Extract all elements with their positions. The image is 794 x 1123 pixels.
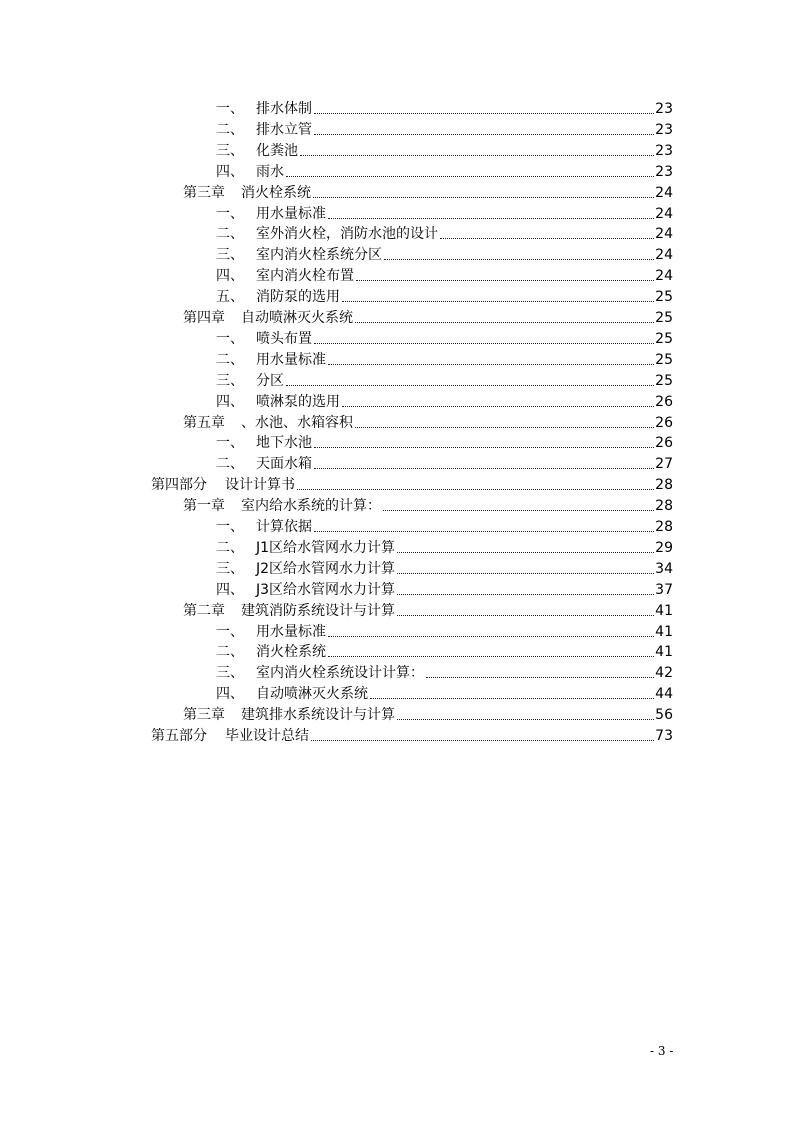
- toc-entry-text: [216, 560, 395, 578]
- toc-page-number: 41: [655, 644, 673, 661]
- toc-page-number: 73: [655, 728, 673, 744]
- toc-entry-text: [216, 100, 312, 118]
- toc-entry-text: [216, 288, 340, 306]
- toc-entry-title: 自动喷淋灭火系统: [241, 310, 353, 326]
- toc-entry-number: 四、: [216, 581, 244, 598]
- toc-page-number: 41: [655, 602, 673, 619]
- toc-entry-title: J2区给水管网水力计算: [256, 560, 396, 577]
- toc-entry[interactable]: [183, 703, 673, 724]
- toc-entry-text: [183, 184, 311, 202]
- toc-entry-number: 一、: [216, 101, 244, 117]
- toc-entry-title: 建筑消防系统设计与计算: [241, 602, 395, 619]
- toc-page-number: 34: [655, 560, 673, 577]
- toc-entry[interactable]: [216, 139, 673, 160]
- toc-entry-number: 第五章: [183, 414, 225, 431]
- toc-entry-text: [183, 309, 353, 327]
- toc-dot-leader: [311, 740, 654, 741]
- toc-entry-text: [183, 497, 381, 515]
- toc-page-number: 25: [655, 330, 673, 347]
- toc-entry-title: 消火栓系统: [256, 644, 326, 661]
- toc-entry-text: [151, 727, 309, 745]
- toc-dot-leader: [314, 113, 654, 114]
- toc-entry-title: 室内消火栓系统设计计算：: [256, 665, 424, 682]
- toc-entry-number: 五、: [216, 289, 244, 306]
- toc-dot-leader: [370, 698, 654, 699]
- toc-dot-leader: [297, 489, 654, 490]
- toc-entry-title: 室内消火栓系统分区: [256, 247, 382, 264]
- toc-entry-number: 四、: [216, 268, 244, 285]
- toc-page-number: 28: [655, 498, 673, 515]
- toc-entry-number: 一、: [216, 623, 244, 640]
- toc-page-number: 24: [655, 268, 673, 285]
- toc-dot-leader: [328, 656, 654, 657]
- toc-entry-title: 用水量标准: [256, 205, 326, 222]
- toc-entry-text: [216, 205, 326, 223]
- toc-entry-number: 二、: [216, 539, 244, 556]
- toc-page-number: 25: [655, 289, 673, 306]
- toc-page-number: 26: [655, 393, 673, 410]
- toc-entry[interactable]: [216, 202, 673, 223]
- toc-dot-leader: [383, 510, 654, 511]
- toc-entry-title: 雨水: [256, 163, 284, 180]
- toc-entry-text: [216, 434, 312, 452]
- toc-entry-text: [183, 414, 353, 432]
- toc-entry-number: 第一章: [183, 498, 225, 515]
- toc-page-number: 24: [655, 184, 673, 201]
- toc-entry-text: [216, 372, 284, 390]
- toc-page-number: 29: [655, 539, 673, 556]
- toc-dot-leader: [397, 573, 654, 574]
- toc-entry-number: 四、: [216, 686, 244, 703]
- toc-entry-text: [216, 455, 312, 473]
- toc-entry-number: 一、: [216, 330, 244, 347]
- toc-entry-number: 第四章: [183, 310, 225, 326]
- toc-entry-number: 第三章: [183, 707, 225, 724]
- toc-entry-text: [183, 602, 395, 620]
- toc-entry-text: [216, 539, 395, 557]
- toc-entry[interactable]: [183, 411, 673, 432]
- toc-entry-number: 四、: [216, 163, 244, 180]
- toc-entry[interactable]: [216, 222, 673, 243]
- toc-entry-text: [216, 246, 382, 264]
- toc-entry[interactable]: [183, 599, 673, 620]
- toc-entry-text: [151, 476, 295, 494]
- toc-entry-number: 二、: [216, 121, 244, 138]
- toc-entry-number: 三、: [216, 665, 244, 682]
- toc-page-number: 26: [655, 435, 673, 452]
- toc-entry-title: 室内给水系统的计算：: [241, 498, 381, 515]
- toc-entry-text: [216, 351, 326, 369]
- toc-entry-text: [216, 267, 354, 285]
- toc-entry-title: 分区: [256, 372, 284, 389]
- toc-entry-title: 排水立管: [256, 121, 312, 138]
- toc-entry[interactable]: [216, 97, 673, 118]
- toc-entry[interactable]: [216, 285, 673, 306]
- toc-dot-leader: [314, 134, 654, 135]
- toc-entry-number: 第五部分: [151, 728, 207, 744]
- toc-entry-title: 喷淋泵的选用: [256, 393, 340, 410]
- toc-entry-number: 三、: [216, 142, 244, 159]
- toc-dot-leader: [314, 343, 654, 344]
- toc-entry[interactable]: [216, 264, 673, 285]
- toc-page-number: 44: [655, 686, 673, 703]
- toc-entry-title: J3区给水管网水力计算: [256, 581, 396, 598]
- toc-page-number: 27: [655, 456, 673, 473]
- toc-page-number: 42: [655, 665, 673, 682]
- toc-entry-text: [216, 643, 326, 661]
- toc-entry[interactable]: [216, 369, 673, 390]
- page-number: - 3 -: [650, 1044, 674, 1058]
- toc-dot-leader: [286, 385, 654, 386]
- toc-entry-text: [216, 581, 395, 599]
- toc-entry-text: [216, 623, 326, 641]
- toc-entry-number: 第四部分: [151, 477, 207, 494]
- toc-entry-number: 三、: [216, 372, 244, 389]
- toc-dot-leader: [328, 218, 654, 219]
- toc-entry-title: 毕业设计总结: [225, 728, 309, 744]
- toc-entry[interactable]: [216, 640, 673, 661]
- toc-dot-leader: [397, 615, 654, 616]
- toc-dot-leader: [384, 259, 654, 260]
- toc-dot-leader: [286, 176, 654, 177]
- toc-dot-leader: [300, 155, 654, 156]
- toc-entry[interactable]: [216, 390, 673, 411]
- toc-entry-title: 天面水箱: [256, 456, 312, 473]
- toc-entry[interactable]: [216, 661, 673, 682]
- toc-dot-leader: [342, 301, 654, 302]
- toc-page-number: 28: [655, 519, 673, 535]
- toc-entry-title: 地下水池: [256, 435, 312, 452]
- toc-page-number: 23: [655, 101, 673, 117]
- toc-page-number: 23: [655, 121, 673, 138]
- toc-entry[interactable]: [216, 348, 673, 369]
- toc-dot-leader: [355, 427, 654, 428]
- toc-entry[interactable]: [183, 494, 673, 515]
- toc-entry-title: J1区给水管网水力计算: [256, 539, 396, 556]
- toc-entry-number: 二、: [216, 226, 244, 243]
- toc-page-number: 37: [655, 581, 673, 598]
- toc-entry-number: 二、: [216, 644, 244, 661]
- toc-entry[interactable]: [216, 118, 673, 139]
- toc-entry-number: 四、: [216, 393, 244, 410]
- toc-entry-number: 第三章: [183, 184, 225, 201]
- toc-entry[interactable]: [216, 578, 673, 599]
- toc-entry-title: 室内消火栓布置: [256, 268, 354, 285]
- toc-dot-leader: [328, 636, 654, 637]
- toc-entry[interactable]: [151, 724, 673, 745]
- toc-entry[interactable]: [216, 515, 673, 536]
- toc-entry-number: 一、: [216, 435, 244, 452]
- toc-entry-title: 用水量标准: [256, 623, 326, 640]
- toc-entry-number: 一、: [216, 519, 244, 535]
- toc-dot-leader: [342, 406, 654, 407]
- toc-entry-text: [183, 706, 395, 724]
- toc-entry[interactable]: [216, 620, 673, 641]
- toc-page-number: 23: [655, 142, 673, 159]
- toc-entry-title: 自动喷淋灭火系统: [256, 686, 368, 703]
- toc-page-number: 26: [655, 414, 673, 431]
- toc-entry[interactable]: [216, 243, 673, 264]
- toc-entry-text: [216, 121, 312, 139]
- toc-entry-title: 设计计算书: [225, 477, 295, 494]
- toc-entry-title: 化粪池: [256, 142, 298, 159]
- toc-entry[interactable]: [216, 536, 673, 557]
- toc-entry-text: [216, 163, 284, 181]
- toc-entry-title: 消火栓系统: [241, 184, 311, 201]
- toc-entry-number: 一、: [216, 205, 244, 222]
- toc-entry[interactable]: [216, 557, 673, 578]
- toc-dot-leader: [355, 322, 654, 323]
- toc-dot-leader: [356, 280, 654, 281]
- toc-page-number: 25: [655, 351, 673, 368]
- toc-entry-number: 二、: [216, 351, 244, 368]
- toc-page-number: 24: [655, 247, 673, 264]
- toc-dot-leader: [397, 552, 654, 553]
- toc-entry-title: 喷头布置: [256, 330, 312, 347]
- toc-entry-title: 用水量标准: [256, 351, 326, 368]
- toc-page-number: 28: [655, 477, 673, 494]
- toc-dot-leader: [314, 447, 654, 448]
- toc-dot-leader: [397, 719, 654, 720]
- toc-entry-title: 排水体制: [256, 101, 312, 117]
- toc-page-number: 25: [655, 372, 673, 389]
- toc-entry-text: [216, 142, 298, 160]
- toc-entry-title: 计算依据: [256, 519, 312, 535]
- toc-dot-leader: [426, 677, 654, 678]
- toc-entry-text: [216, 518, 312, 536]
- toc-page-number: 24: [655, 205, 673, 222]
- toc-entry[interactable]: [216, 431, 673, 452]
- toc-entry-title: 建筑排水系统设计与计算: [241, 707, 395, 724]
- toc-page-number: 56: [655, 707, 673, 724]
- toc-entry[interactable]: [151, 473, 673, 494]
- toc-entry-text: [216, 685, 368, 703]
- toc-entry-text: [216, 393, 340, 411]
- toc-entry-title: 消防泵的选用: [256, 289, 340, 306]
- toc-entry-number: 二、: [216, 456, 244, 473]
- toc-page-number: 23: [655, 163, 673, 180]
- toc-entry-text: [216, 225, 438, 243]
- toc-entry[interactable]: [183, 306, 673, 327]
- toc-dot-leader: [440, 238, 654, 239]
- toc-entry[interactable]: [183, 181, 673, 202]
- toc-entry[interactable]: [216, 327, 673, 348]
- toc-dot-leader: [314, 531, 654, 532]
- toc-entry[interactable]: [216, 160, 673, 181]
- toc-entry[interactable]: [216, 452, 673, 473]
- toc-dot-leader: [397, 594, 654, 595]
- toc-entry-number: 第二章: [183, 602, 225, 619]
- toc-page-number: 25: [655, 310, 673, 326]
- toc-dot-leader: [314, 468, 654, 469]
- toc-entry-number: 三、: [216, 560, 244, 577]
- toc-entry-text: [216, 330, 312, 348]
- toc-entry-title: 室外消火栓，消防水池的设计: [256, 226, 438, 243]
- toc-dot-leader: [313, 197, 654, 198]
- toc-entry-number: 三、: [216, 247, 244, 264]
- toc-page-number: 24: [655, 226, 673, 243]
- toc-entry[interactable]: [216, 682, 673, 703]
- toc-entry-title: 、水池、水箱容积: [241, 414, 353, 431]
- toc-page-number: 41: [655, 623, 673, 640]
- toc-dot-leader: [328, 364, 654, 365]
- toc-entry-text: [216, 664, 424, 682]
